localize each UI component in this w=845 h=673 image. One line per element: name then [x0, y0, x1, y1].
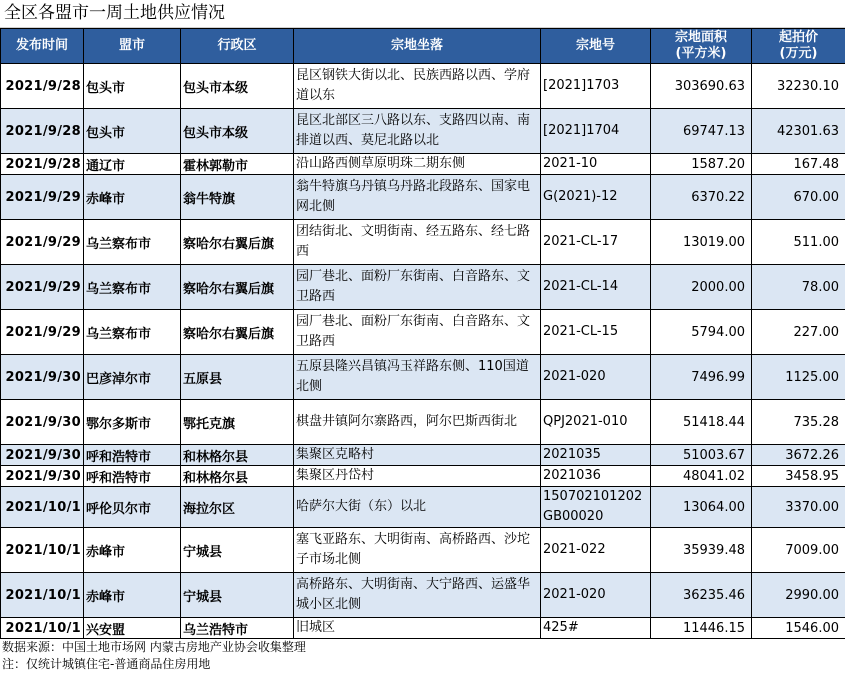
header-price — [752, 29, 845, 64]
table-row — [1, 310, 845, 355]
cell-price: 7009.00 — [752, 528, 845, 573]
cell-location: 高桥路东、大明街南、大宁路西、运盛华城小区北侧 — [294, 573, 541, 618]
cell-date: 2021/9/30 — [1, 355, 84, 400]
cell-district: 察哈尔右翼后旗 — [181, 310, 294, 355]
cell-area: 36235.46 — [651, 573, 752, 618]
table-row — [1, 528, 845, 573]
cell-date: 2021/10/1 — [1, 618, 84, 639]
cell-city: 通辽市 — [84, 154, 181, 175]
cell-code: 2021-CL-17 — [541, 220, 651, 265]
cell-date: 2021/9/30 — [1, 400, 84, 445]
cell-district: 宁城县 — [181, 528, 294, 573]
cell-date: 2021/9/29 — [1, 220, 84, 265]
cell-location: 塞飞亚路东、大明街南、高桥路西、沙坨子市场北侧 — [294, 528, 541, 573]
cell-district: 和林格尔县 — [181, 445, 294, 466]
cell-code: [2021]1703 — [541, 64, 651, 109]
cell-date: 2021/10/1 — [1, 487, 84, 528]
cell-city: 包头市 — [84, 64, 181, 109]
cell-district: 包头市本级 — [181, 64, 294, 109]
cell-date: 2021/9/30 — [1, 466, 84, 487]
table-row — [1, 573, 845, 618]
cell-price: 3672.26 — [752, 445, 845, 466]
cell-district: 海拉尔区 — [181, 487, 294, 528]
cell-city: 呼和浩特市 — [84, 466, 181, 487]
cell-date: 2021/10/1 — [1, 573, 84, 618]
cell-date: 2021/10/1 — [1, 528, 84, 573]
cell-location: 集聚区克略村 — [294, 445, 541, 466]
cell-price: 32230.10 — [752, 64, 845, 109]
cell-price: 1546.00 — [752, 618, 845, 639]
cell-city: 乌兰察布市 — [84, 220, 181, 265]
cell-code: 425# — [541, 618, 651, 639]
cell-district: 宁城县 — [181, 573, 294, 618]
table-header-row — [1, 29, 845, 64]
scope-note: 注：仅统计城镇住宅-普通商品住房用地 — [2, 656, 845, 673]
cell-code: 2021036 — [541, 466, 651, 487]
cell-area: 51003.67 — [651, 445, 752, 466]
cell-date: 2021/9/28 — [1, 64, 84, 109]
cell-price: 3458.95 — [752, 466, 845, 487]
cell-location: 旧城区 — [294, 618, 541, 639]
table-row — [1, 487, 845, 528]
cell-area: 48041.02 — [651, 466, 752, 487]
cell-location: 集聚区丹岱村 — [294, 466, 541, 487]
cell-location: 园厂巷北、面粉厂东街南、白音路东、文卫路西 — [294, 310, 541, 355]
cell-code: 2021-10 — [541, 154, 651, 175]
cell-area: 13064.00 — [651, 487, 752, 528]
cell-city: 鄂尔多斯市 — [84, 400, 181, 445]
cell-city: 赤峰市 — [84, 528, 181, 573]
cell-area: 6370.22 — [651, 175, 752, 220]
cell-date: 2021/9/29 — [1, 265, 84, 310]
table-row — [1, 400, 845, 445]
data-source-note: 数据来源：中国土地市场网 内蒙古房地产业协会收集整理 — [2, 639, 845, 656]
cell-city: 呼和浩特市 — [84, 445, 181, 466]
cell-area: 2000.00 — [651, 265, 752, 310]
cell-area: 35939.48 — [651, 528, 752, 573]
cell-city: 乌兰察布市 — [84, 310, 181, 355]
cell-code: [2021]1704 — [541, 109, 651, 154]
cell-city: 赤峰市 — [84, 573, 181, 618]
cell-city: 乌兰察布市 — [84, 265, 181, 310]
cell-code: 2021-020 — [541, 355, 651, 400]
table-row — [1, 154, 845, 175]
cell-code: 2021-CL-14 — [541, 265, 651, 310]
cell-district: 翁牛特旗 — [181, 175, 294, 220]
cell-location: 沿山路西侧草原明珠二期东侧 — [294, 154, 541, 175]
header-price-label: 起拍价 — [779, 30, 818, 45]
cell-location: 团结街北、文明街南、经五路东、经七路西 — [294, 220, 541, 265]
cell-date: 2021/9/29 — [1, 310, 84, 355]
cell-price: 1125.00 — [752, 355, 845, 400]
cell-district: 霍林郭勒市 — [181, 154, 294, 175]
cell-area: 13019.00 — [651, 220, 752, 265]
cell-district: 鄂托克旗 — [181, 400, 294, 445]
table-row — [1, 265, 845, 310]
cell-date: 2021/9/28 — [1, 109, 84, 154]
cell-price: 3370.00 — [752, 487, 845, 528]
cell-code: 2021-020 — [541, 573, 651, 618]
cell-district: 乌兰浩特市 — [181, 618, 294, 639]
cell-price: 167.48 — [752, 154, 845, 175]
cell-price: 42301.63 — [752, 109, 845, 154]
cell-date: 2021/9/30 — [1, 445, 84, 466]
cell-price: 227.00 — [752, 310, 845, 355]
cell-code: G(2021)-12 — [541, 175, 651, 220]
cell-district: 察哈尔右翼后旗 — [181, 265, 294, 310]
cell-city: 包头市 — [84, 109, 181, 154]
cell-city: 巴彦淖尔市 — [84, 355, 181, 400]
table-row — [1, 445, 845, 466]
cell-district: 五原县 — [181, 355, 294, 400]
header-price-unit: (万元) — [780, 46, 818, 61]
cell-city: 赤峰市 — [84, 175, 181, 220]
cell-city: 兴安盟 — [84, 618, 181, 639]
land-supply-table — [0, 28, 845, 639]
cell-code: 150702101202GB00020 — [541, 487, 651, 528]
table-row — [1, 175, 845, 220]
cell-area: 51418.44 — [651, 400, 752, 445]
cell-location: 翁牛特旗乌丹镇乌丹路北段路东、国家电网北侧 — [294, 175, 541, 220]
cell-location: 五原县隆兴昌镇冯玉祥路东侧、110国道北侧 — [294, 355, 541, 400]
header-location: 宗地坐落 — [294, 29, 541, 64]
header-date: 发布时间 — [1, 29, 84, 64]
page-title: 全区各盟市一周土地供应情况 — [0, 0, 845, 28]
cell-code: 2021035 — [541, 445, 651, 466]
cell-location: 昆区北部区三八路以东、支路四以南、南排道以西、莫尼北路以北 — [294, 109, 541, 154]
cell-location: 哈萨尔大街（东）以北 — [294, 487, 541, 528]
table-row — [1, 466, 845, 487]
table-row — [1, 355, 845, 400]
cell-city: 呼伦贝尔市 — [84, 487, 181, 528]
header-area-label: 宗地面积 — [675, 30, 727, 45]
cell-price: 78.00 — [752, 265, 845, 310]
header-area-unit: (平方米) — [676, 46, 727, 61]
cell-area: 5794.00 — [651, 310, 752, 355]
cell-price: 670.00 — [752, 175, 845, 220]
header-area — [651, 29, 752, 64]
cell-location: 棋盘井镇阿尔寨路西，阿尔巴斯西街北 — [294, 400, 541, 445]
table-row — [1, 220, 845, 265]
cell-date: 2021/9/28 — [1, 154, 84, 175]
table-row — [1, 64, 845, 109]
cell-price: 735.28 — [752, 400, 845, 445]
cell-date: 2021/9/29 — [1, 175, 84, 220]
header-code: 宗地号 — [541, 29, 651, 64]
header-city: 盟市 — [84, 29, 181, 64]
cell-code: QPJ2021-010 — [541, 400, 651, 445]
cell-district: 察哈尔右翼后旗 — [181, 220, 294, 265]
cell-area: 11446.15 — [651, 618, 752, 639]
header-district: 行政区 — [181, 29, 294, 64]
cell-area: 69747.13 — [651, 109, 752, 154]
cell-district: 包头市本级 — [181, 109, 294, 154]
table-row — [1, 109, 845, 154]
cell-district: 和林格尔县 — [181, 466, 294, 487]
cell-location: 园厂巷北、面粉厂东街南、白音路东、文卫路西 — [294, 265, 541, 310]
cell-price: 511.00 — [752, 220, 845, 265]
cell-price: 2990.00 — [752, 573, 845, 618]
cell-area: 1587.20 — [651, 154, 752, 175]
table-row — [1, 618, 845, 639]
cell-code: 2021-022 — [541, 528, 651, 573]
cell-code: 2021-CL-15 — [541, 310, 651, 355]
cell-location: 昆区钢铁大街以北、民族西路以西、学府道以东 — [294, 64, 541, 109]
cell-area: 303690.63 — [651, 64, 752, 109]
cell-area: 7496.99 — [651, 355, 752, 400]
